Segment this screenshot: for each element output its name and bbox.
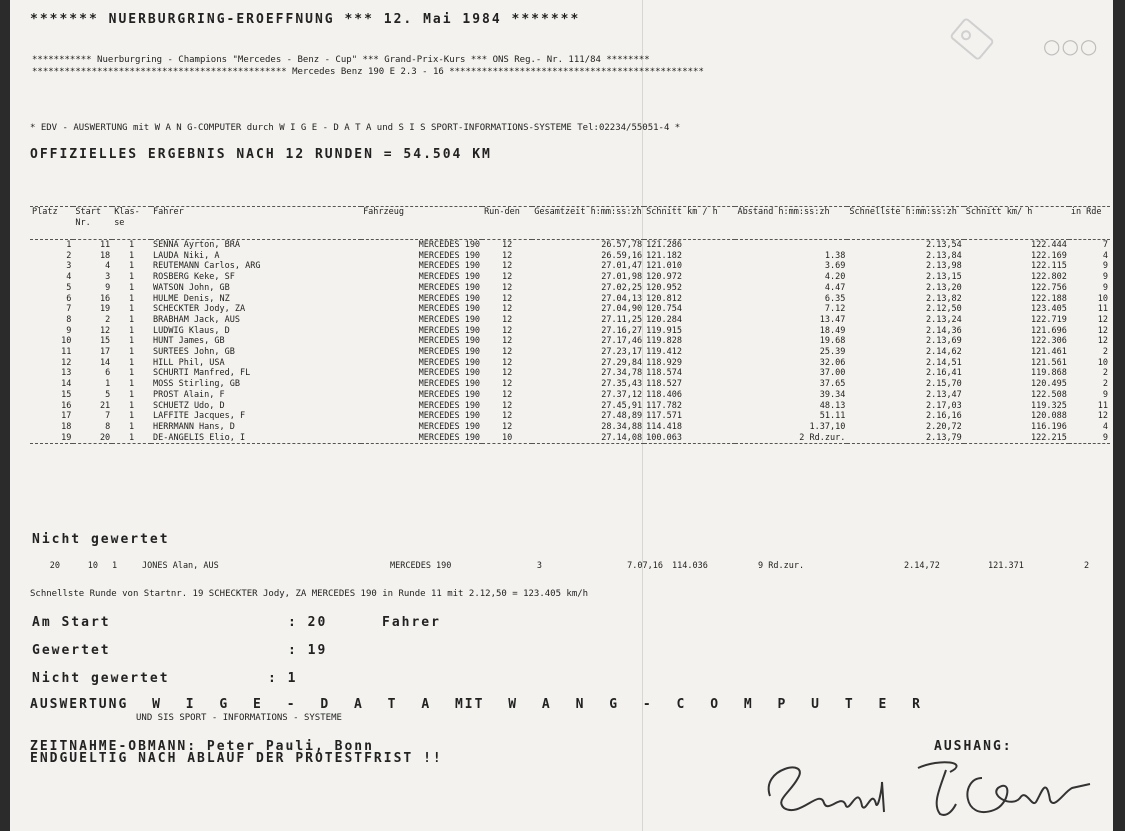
cell-fahrzeug: MERCEDES 190 [418, 250, 481, 261]
cell-schnitt: 118.929 [646, 357, 682, 368]
table-row [30, 411, 1110, 422]
cell-rde: 12 [1097, 411, 1108, 422]
nc-label: Nicht gewertet [32, 671, 170, 686]
col-rde: in Rde [1069, 207, 1110, 240]
cell-fahrer: DE-ANGELIS Elio, I [151, 433, 361, 444]
cell-abstand: 7.12 [824, 304, 846, 315]
cell-rde: 2 [1102, 379, 1108, 390]
photo-overlay-controls [945, 18, 1099, 78]
cell-fahrer: MOSS Stirling, GB [153, 379, 240, 390]
cell-runden: 12 [502, 250, 513, 261]
cell-fahrer: SURTEES John, GB [153, 347, 235, 358]
cell-fahrzeug: MERCEDES 190 [418, 293, 481, 304]
cell-klasse: 1 [129, 421, 135, 432]
table-row [30, 304, 1110, 315]
cell-abstand: 6.35 [824, 293, 846, 304]
cell-fahrzeug: MERCEDES 190 [418, 261, 481, 272]
nc-schnitt: 114.036 [672, 561, 708, 571]
cell-schnitt: 118.574 [646, 368, 682, 379]
cell-abstand: 1.38 [824, 250, 846, 261]
cell-schnitt2: 116.196 [1031, 421, 1067, 432]
cell-klasse: 1 [129, 389, 135, 400]
cell-fahrer: SCHURTI Manfred, FL [153, 368, 251, 379]
result-title: OFFIZIELLES ERGEBNIS NACH 12 RUNDEN = 54.504 KM [30, 147, 492, 162]
table-row [30, 261, 1110, 272]
cell-gesamtzeit: 27.04,13 [601, 293, 643, 304]
cell-schnellste: 2.15,70 [925, 379, 962, 390]
cell-schnellste: 2.14,51 [925, 357, 962, 368]
cell-fahrzeug: MERCEDES 190 [418, 411, 481, 422]
cell-fahrer: ROSBERG Keke, SF [153, 272, 235, 283]
cell-gesamtzeit: 27.34,78 [601, 368, 643, 379]
cell-runden: 12 [502, 400, 513, 411]
cell-schnitt: 119.828 [646, 336, 682, 347]
cell-fahrzeug: MERCEDES 190 [418, 325, 481, 336]
table-row [30, 390, 1110, 401]
cell-platz: 16 [61, 400, 72, 411]
table-row [30, 358, 1110, 369]
cell-schnitt2: 121.561 [1031, 357, 1067, 368]
cell-abstand: 32.06 [819, 357, 846, 368]
cell-runden: 12 [502, 379, 513, 390]
cell-schnellste: 2.13,98 [925, 261, 962, 272]
cell-start: 19 [99, 304, 111, 315]
col-klasse: Klas-se [112, 207, 151, 240]
cell-platz: 14 [61, 379, 72, 390]
cell-klasse: 1 [129, 314, 135, 325]
table-row [30, 326, 1110, 337]
cell-schnitt: 117.571 [646, 411, 682, 422]
cell-schnitt: 114.418 [646, 421, 682, 432]
cell-start: 9 [105, 282, 111, 293]
table-row [30, 379, 1110, 390]
cell-gesamtzeit: 27.14,08 [532, 433, 644, 444]
cell-gesamtzeit: 27.17,46 [601, 336, 643, 347]
cell-fahrer: HUNT James, GB [153, 336, 225, 347]
cell-fahrzeug: MERCEDES 190 [418, 272, 481, 283]
cell-schnellste: 2.13,84 [925, 250, 962, 261]
footer-aushang: AUSHANG: [934, 739, 1013, 754]
cell-rde: 4 [1102, 421, 1108, 432]
nc-schnitt2: 121.371 [988, 561, 1024, 571]
cell-rde: 12 [1097, 325, 1108, 336]
results-document [10, 0, 1113, 831]
col-schnitt: Schnitt km / h [644, 207, 735, 240]
cell-rde: 12 [1097, 314, 1108, 325]
cell-schnellste: 2.13,15 [925, 272, 962, 283]
cell-abstand: 19.68 [819, 336, 846, 347]
cell-gesamtzeit: 27.04,90 [601, 304, 643, 315]
table-row [30, 283, 1110, 294]
col-start: Start Nr. [73, 207, 112, 240]
cell-gesamtzeit: 26.57,78 [601, 240, 643, 250]
col-schnellste: Schnellste h:mm:ss:zh [847, 207, 963, 240]
nc-schnellste: 2.14,72 [904, 561, 940, 571]
cell-rde: 9 [1069, 433, 1110, 444]
cell-runden: 12 [502, 261, 513, 272]
cell-fahrer: REUTEMANN Carlos, ARG [153, 261, 261, 272]
cell-platz: 12 [61, 357, 72, 368]
nc-start: 10 [87, 561, 98, 571]
cell-runden: 12 [502, 347, 513, 358]
cell-start: 17 [99, 347, 111, 358]
cell-platz: 13 [61, 368, 72, 379]
table-row [30, 240, 1110, 251]
table-row [30, 401, 1110, 412]
cell-rde: 11 [1097, 400, 1108, 411]
cell-fahrer: SENNA Ayrton, BRA [153, 240, 240, 250]
cell-abstand: 37.65 [819, 379, 846, 390]
cell-abstand: 39.34 [819, 389, 846, 400]
cell-klasse: 1 [129, 336, 135, 347]
event-title-line: ******* NUERBURGRING-EROEFFNUNG *** 12. Mai 1984 ******* [30, 12, 581, 27]
signature [750, 748, 1113, 828]
cell-runden: 12 [502, 325, 513, 336]
cell-platz: 15 [61, 389, 72, 400]
cell-gesamtzeit: 28.34,88 [601, 421, 643, 432]
cell-schnitt2: 120.495 [1031, 379, 1067, 390]
cell-platz: 7 [66, 304, 72, 315]
cell-schnitt2: 121.461 [1031, 347, 1067, 358]
cell-start: 2 [105, 314, 111, 325]
cell-fahrzeug: MERCEDES 190 [418, 357, 481, 368]
cell-runden: 12 [502, 411, 513, 422]
cell-platz: 6 [66, 293, 72, 304]
cell-klasse: 1 [129, 304, 135, 315]
cell-abstand [735, 240, 847, 251]
cell-schnitt: 121.182 [646, 250, 682, 261]
cell-schnitt2: 120.088 [1031, 411, 1067, 422]
col-fahrzeug: Fahrzeug [361, 207, 482, 240]
cell-abstand: 3.69 [824, 261, 846, 272]
cell-runden: 12 [502, 357, 513, 368]
table-row [30, 368, 1110, 379]
table-row [30, 294, 1110, 305]
cell-abstand: 13.47 [819, 314, 846, 325]
cell-platz: 8 [66, 314, 72, 325]
cell-platz: 5 [66, 282, 72, 293]
cell-platz: 2 [66, 250, 72, 261]
cell-platz: 17 [61, 411, 72, 422]
cell-platz: 9 [66, 325, 72, 336]
cell-rde: 10 [1097, 293, 1108, 304]
cell-klasse: 1 [112, 433, 151, 444]
cell-start: 20 [73, 433, 112, 444]
cell-rde: 10 [1097, 357, 1108, 368]
cell-rde: 9 [1102, 272, 1108, 283]
cell-gesamtzeit: 27.01,47 [601, 261, 643, 272]
cell-klasse: 1 [129, 325, 135, 336]
cell-rde: 9 [1102, 261, 1108, 272]
cell-klasse: 1 [129, 400, 135, 411]
cell-runden: 12 [502, 368, 513, 379]
cell-runden: 10 [482, 433, 532, 444]
cell-schnellste: 2.12,50 [925, 304, 962, 315]
cell-gesamtzeit: 27.35,43 [601, 379, 643, 390]
cell-fahrzeug: MERCEDES 190 [418, 389, 481, 400]
col-fahrer: Fahrer [151, 207, 361, 240]
nc-fahrzeug: MERCEDES 190 [390, 561, 452, 571]
nc-value: : 1 [268, 671, 298, 686]
cell-fahrzeug: MERCEDES 190 [418, 379, 481, 390]
cell-platz: 19 [30, 433, 73, 444]
cell-gesamtzeit: 26.59,16 [601, 250, 643, 261]
cell-schnellste: 2.13,47 [925, 389, 962, 400]
cell-klasse: 1 [129, 379, 135, 390]
cell-fahrzeug: MERCEDES 190 [361, 433, 482, 444]
cell-schnitt2: 121.696 [1031, 325, 1067, 336]
cell-schnitt2: 122.508 [1031, 389, 1067, 400]
cell-abstand: 37.00 [819, 368, 846, 379]
nc-gesamtzeit: 7.07,16 [627, 561, 663, 571]
table-row [30, 347, 1110, 358]
cell-fahrzeug: MERCEDES 190 [418, 421, 481, 432]
cell-schnellste: 2.14,36 [925, 325, 962, 336]
cell-rde: 11 [1097, 304, 1108, 315]
cell-klasse: 1 [129, 357, 135, 368]
cell-platz: 3 [66, 261, 72, 272]
cell-gesamtzeit: 27.45,91 [601, 400, 643, 411]
cell-schnellste: 2.13,54 [925, 240, 962, 250]
cell-rde: 7 [1102, 240, 1108, 250]
cell-abstand: 2 Rd.zur. [735, 433, 847, 444]
cell-start: 7 [105, 411, 111, 422]
cell-klasse: 1 [129, 272, 135, 283]
cell-schnellste: 2.13,79 [847, 433, 963, 444]
cell-start: 5 [105, 389, 111, 400]
cell-schnellste: 2.13,69 [925, 336, 962, 347]
cell-schnellste: 2.16,16 [925, 411, 962, 422]
col-runden: Run-den [482, 207, 532, 240]
cell-abstand: 25.39 [819, 347, 846, 358]
cell-runden: 12 [502, 389, 513, 400]
start-unit: Fahrer [382, 615, 441, 630]
table-row [30, 422, 1110, 433]
cell-schnitt2: 122.188 [1031, 293, 1067, 304]
col-gesamtzeit: Gesamtzeit h:mm:ss:zh [532, 207, 644, 240]
cell-klasse: 1 [129, 261, 135, 272]
cell-schnitt: 118.527 [646, 379, 682, 390]
nc-rde: 2 [1084, 561, 1090, 571]
cell-rde: 4 [1102, 250, 1108, 261]
edv-line: * EDV - AUSWERTUNG mit W A N G-COMPUTER durch W I G E - D A T A und S I S SPORT-INFORMATIONS-SYSTEME Tel:02234/55051-4 * [30, 123, 681, 133]
cell-runden: 12 [502, 240, 513, 250]
cell-schnitt: 119.915 [646, 325, 682, 336]
cell-klasse: 1 [129, 411, 135, 422]
cell-schnitt: 100.063 [644, 433, 735, 444]
tag-icon[interactable] [949, 17, 995, 61]
cell-rde: 12 [1097, 336, 1108, 347]
cell-schnitt2: 122.115 [1031, 261, 1067, 272]
cell-start: 15 [99, 336, 111, 347]
cell-runden: 12 [502, 421, 513, 432]
cell-abstand: 51.11 [819, 411, 846, 422]
cell-klasse: 1 [129, 347, 135, 358]
cell-fahrer: HILL Phil, USA [153, 357, 225, 368]
cell-schnitt: 120.754 [646, 304, 682, 315]
cell-schnitt2: 123.405 [1031, 304, 1067, 315]
cell-fahrzeug: MERCEDES 190 [418, 336, 481, 347]
start-label: Am Start [32, 615, 111, 630]
cell-fahrzeug: MERCEDES 190 [418, 304, 481, 315]
cell-platz: 1 [66, 240, 72, 250]
table-row [30, 272, 1110, 283]
cell-schnitt: 120.952 [646, 282, 682, 293]
cell-start: 18 [99, 250, 111, 261]
cell-schnitt2: 122.169 [1031, 250, 1067, 261]
cell-runden: 12 [502, 293, 513, 304]
cell-platz: 18 [61, 421, 72, 432]
cell-schnellste: 2.13,82 [925, 293, 962, 304]
cell-gesamtzeit: 27.01,98 [601, 272, 643, 283]
cell-start: 12 [99, 325, 111, 336]
cell-fahrer: LUDWIG Klaus, D [153, 325, 230, 336]
cell-start: 16 [99, 293, 111, 304]
cell-schnellste: 2.17,03 [925, 400, 962, 411]
cell-abstand: 4.47 [824, 282, 846, 293]
cell-gesamtzeit: 27.02,25 [601, 282, 643, 293]
table-row [30, 251, 1110, 262]
classified-label: Gewertet [32, 643, 111, 658]
cell-schnitt2: 122.802 [1031, 272, 1067, 283]
footer-protest: ENDGUELTIG NACH ABLAUF DER PROTESTFRIST !! [30, 751, 443, 766]
cell-schnitt: 120.812 [646, 293, 682, 304]
cell-fahrzeug: MERCEDES 190 [418, 400, 481, 411]
cell-abstand: 1.37,10 [809, 421, 846, 432]
cell-schnitt2: 122.306 [1031, 336, 1067, 347]
cell-klasse: 1 [129, 240, 135, 250]
cell-start: 6 [105, 368, 111, 379]
cell-fahrer: LAFFITE Jacques, F [153, 411, 246, 422]
cell-gesamtzeit: 27.23,17 [601, 347, 643, 358]
cell-fahrer: WATSON John, GB [153, 282, 230, 293]
table-row [30, 336, 1110, 347]
footer-auswertung: AUSWERTUNG W I G E - D A T A MIT W A N G - C O M P U T E R [30, 697, 922, 712]
cell-fahrzeug: MERCEDES 190 [418, 347, 481, 358]
cell-schnitt: 120.284 [646, 314, 682, 325]
cell-schnitt: 117.782 [646, 400, 682, 411]
footer-sis: UND SIS SPORT - INFORMATIONS - SYSTEME [136, 713, 342, 723]
nc-fahrer: JONES Alan, AUS [142, 561, 219, 571]
cell-schnitt: 121.286 [646, 240, 682, 250]
nc-runden: 3 [536, 561, 542, 571]
cell-abstand: 4.20 [824, 272, 846, 283]
cell-fahrer: HERRMANN Hans, D [153, 421, 235, 432]
cell-abstand: 18.49 [819, 325, 846, 336]
col-abstand: Abstand h:mm:ss:zh [735, 207, 847, 240]
classified-value: : 19 [288, 643, 328, 658]
more-options-icon[interactable]: ○○○ [1043, 34, 1099, 58]
nc-platz: 20 [49, 561, 60, 571]
cell-schnellste: 2.14,62 [925, 347, 962, 358]
cell-schnellste: 2.20,72 [925, 421, 962, 432]
cell-fahrer: SCHUETZ Udo, D [153, 400, 225, 411]
car-line: *********************************************** Mercedes Benz 190 E 2.3 - 16 *********************************************** [32, 67, 704, 77]
cell-abstand: 48.13 [819, 400, 846, 411]
cell-start: 8 [105, 421, 111, 432]
cell-gesamtzeit: 27.48,89 [601, 411, 643, 422]
cell-schnitt2: 119.325 [1031, 400, 1067, 411]
not-classified-heading: Nicht gewertet [32, 532, 170, 547]
cell-rde: 2 [1102, 368, 1108, 379]
cell-schnitt2: 122.719 [1031, 314, 1067, 325]
cell-runden: 12 [502, 272, 513, 283]
cell-gesamtzeit: 27.37,12 [601, 389, 643, 400]
cell-platz: 4 [66, 272, 72, 283]
cell-fahrer: LAUDA Niki, A [153, 250, 220, 261]
cell-schnitt: 121.010 [646, 261, 682, 272]
results-table [30, 206, 1110, 444]
fastest-lap-line: Schnellste Runde von Startnr. 19 SCHECKTER Jody, ZA MERCEDES 190 in Runde 11 mit 2.12,50 = 123.405 km/h [30, 589, 589, 599]
cell-fahrzeug: MERCEDES 190 [418, 368, 481, 379]
cell-runden: 12 [502, 304, 513, 315]
cell-klasse: 1 [129, 250, 135, 261]
cell-gesamtzeit: 27.11,25 [601, 314, 643, 325]
cell-fahrer: HULME Denis, NZ [153, 293, 230, 304]
start-value: : 20 [288, 615, 328, 630]
cell-start: 3 [105, 272, 111, 283]
cell-schnellste: 2.13,20 [925, 282, 962, 293]
cell-fahrzeug: MERCEDES 190 [418, 282, 481, 293]
cell-klasse: 1 [129, 282, 135, 293]
cell-start: 21 [99, 400, 111, 411]
cell-fahrer: SCHECKTER Jody, ZA [153, 304, 246, 315]
footer-obmann: ZEITNAHME-OBMANN: Peter Pauli, Bonn [30, 739, 374, 754]
cell-start: 11 [99, 240, 111, 250]
cell-runden: 12 [502, 336, 513, 347]
table-row [30, 433, 1110, 444]
col-platz: Platz [30, 207, 73, 240]
cell-schnitt2: 122.756 [1031, 282, 1067, 293]
cell-schnellste: 2.16,41 [925, 368, 962, 379]
cell-platz: 11 [61, 347, 72, 358]
cell-schnellste: 2.13,24 [925, 314, 962, 325]
cell-start: 4 [105, 261, 111, 272]
cell-klasse: 1 [129, 293, 135, 304]
cell-start: 14 [99, 357, 111, 368]
nc-klasse: 1 [112, 561, 118, 571]
cell-fahrer: BRABHAM Jack, AUS [153, 314, 240, 325]
cell-gesamtzeit: 27.16,27 [601, 325, 643, 336]
cell-schnitt2: 122.444 [1031, 240, 1067, 250]
series-line: *********** Nuerburgring - Champions "Mercedes - Benz - Cup" *** Grand-Prix-Kurs *** ONS Reg.- Nr. 111/84 ******** [32, 55, 650, 65]
table-row [30, 315, 1110, 326]
cell-schnitt2: 119.868 [1031, 368, 1067, 379]
cell-runden: 12 [502, 314, 513, 325]
col-schnitt2: Schnitt km/ h [964, 207, 1069, 240]
nc-abstand: 9 Rd.zur. [758, 561, 805, 571]
cell-rde: 9 [1102, 282, 1108, 293]
cell-rde: 2 [1102, 347, 1108, 358]
cell-runden: 12 [502, 282, 513, 293]
cell-fahrer: PROST Alain, F [153, 389, 225, 400]
table-header-row [30, 207, 1110, 240]
cell-fahrzeug: MERCEDES 190 [418, 240, 481, 250]
cell-schnitt: 120.972 [646, 272, 682, 283]
cell-rde: 9 [1102, 389, 1108, 400]
cell-schnitt: 118.406 [646, 389, 682, 400]
cell-gesamtzeit: 27.29,84 [601, 357, 643, 368]
cell-start: 1 [105, 379, 111, 390]
cell-schnitt2: 122.215 [964, 433, 1069, 444]
cell-platz: 10 [61, 336, 72, 347]
cell-schnitt: 119.412 [646, 347, 682, 358]
cell-klasse: 1 [129, 368, 135, 379]
cell-fahrzeug: MERCEDES 190 [418, 314, 481, 325]
